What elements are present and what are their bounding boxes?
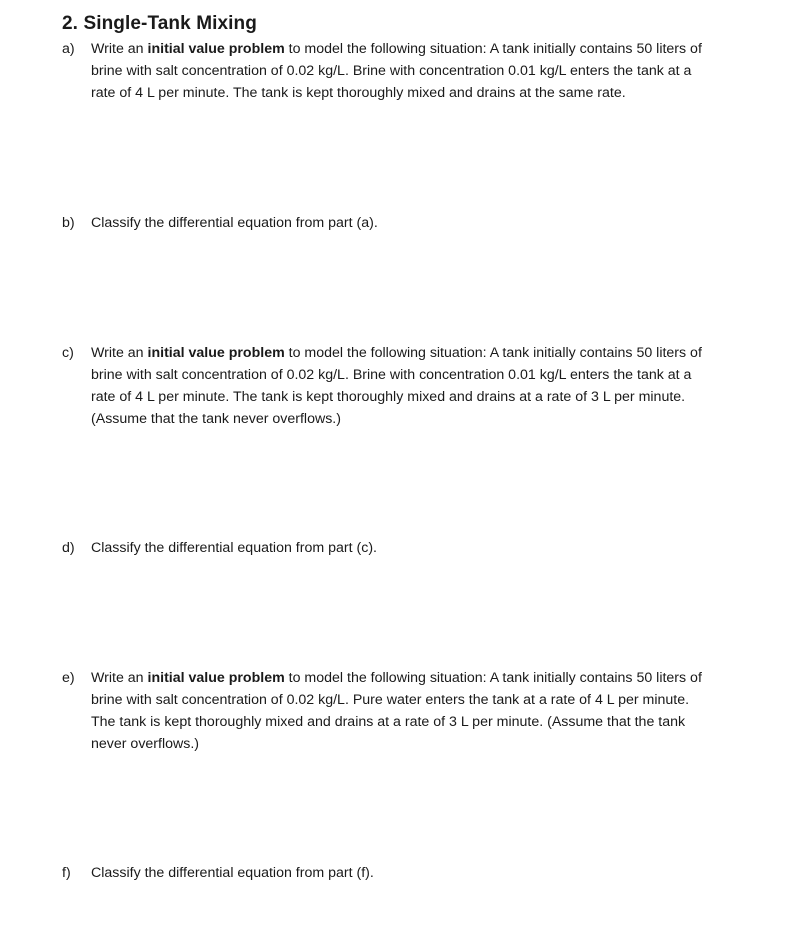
- part-e-text: [91, 667, 774, 755]
- part-b-text: Classify the differential equation from part (a).: [91, 215, 378, 231]
- part-e-bold: initial value problem: [147, 670, 285, 686]
- part-b-label: b): [62, 215, 75, 231]
- part-a-bold: initial value problem: [147, 41, 285, 57]
- part-c-text: [91, 342, 774, 430]
- part-e-line1-rest: to model the following situation: A tank initially contains 50 liters of: [284, 670, 702, 686]
- part-f-text: Classify the differential equation from part (f).: [91, 865, 374, 881]
- part-c-line-1: [91, 342, 774, 364]
- part-a-prefix: Write an: [91, 41, 148, 57]
- part-c-bold: initial value problem: [147, 345, 285, 361]
- part-e: [62, 667, 774, 755]
- part-a-line1-rest: to model the following situation: A tank initially contains 50 liters of: [284, 41, 702, 57]
- part-b: [62, 212, 774, 234]
- part-e-line-2: brine with salt concentration of 0.02 kg/L. Pure water enters the tank at a rate of 4 L per minute.: [91, 692, 690, 708]
- part-a-label: a): [62, 41, 75, 57]
- part-c-label: c): [62, 345, 74, 361]
- part-e-line-3: The tank is kept thoroughly mixed and drains at a rate of 3 L per minute. (Assume that the tank: [91, 714, 686, 730]
- part-c-line-4: (Assume that the tank never overflows.): [91, 411, 341, 427]
- part-d-label: d): [62, 540, 75, 556]
- part-e-line-1: [91, 667, 774, 689]
- problem-number: 2.: [62, 13, 79, 34]
- part-e-label: e): [62, 670, 75, 686]
- problem-title: Single-Tank Mixing: [83, 13, 257, 34]
- part-f-label: f): [62, 865, 71, 881]
- part-a: [62, 38, 774, 104]
- part-e-line-4: never overflows.): [91, 736, 200, 752]
- part-c-line1-rest: to model the following situation: A tank initially contains 50 liters of: [284, 345, 702, 361]
- part-a-text: [91, 38, 774, 104]
- part-c-line-2: brine with salt concentration of 0.02 kg/L. Brine with concentration 0.01 kg/L enters the tank at a: [91, 367, 692, 383]
- part-d-text: Classify the differential equation from part (c).: [91, 540, 377, 556]
- part-c-line-3: rate of 4 L per minute. The tank is kept thoroughly mixed and drains at a rate of 3 L per minute.: [91, 389, 686, 405]
- part-a-line-2: brine with salt concentration of 0.02 kg/L. Brine with concentration 0.01 kg/L enters the tank at a: [91, 63, 692, 79]
- part-e-prefix: Write an: [91, 670, 148, 686]
- part-a-line-1: [91, 38, 774, 60]
- part-c: [62, 342, 774, 430]
- problem-heading: [62, 13, 257, 35]
- part-c-prefix: Write an: [91, 345, 148, 361]
- part-f: [62, 862, 774, 884]
- part-d: [62, 537, 774, 559]
- part-a-line-3: rate of 4 L per minute. The tank is kept thoroughly mixed and drains at the same rate.: [91, 85, 626, 101]
